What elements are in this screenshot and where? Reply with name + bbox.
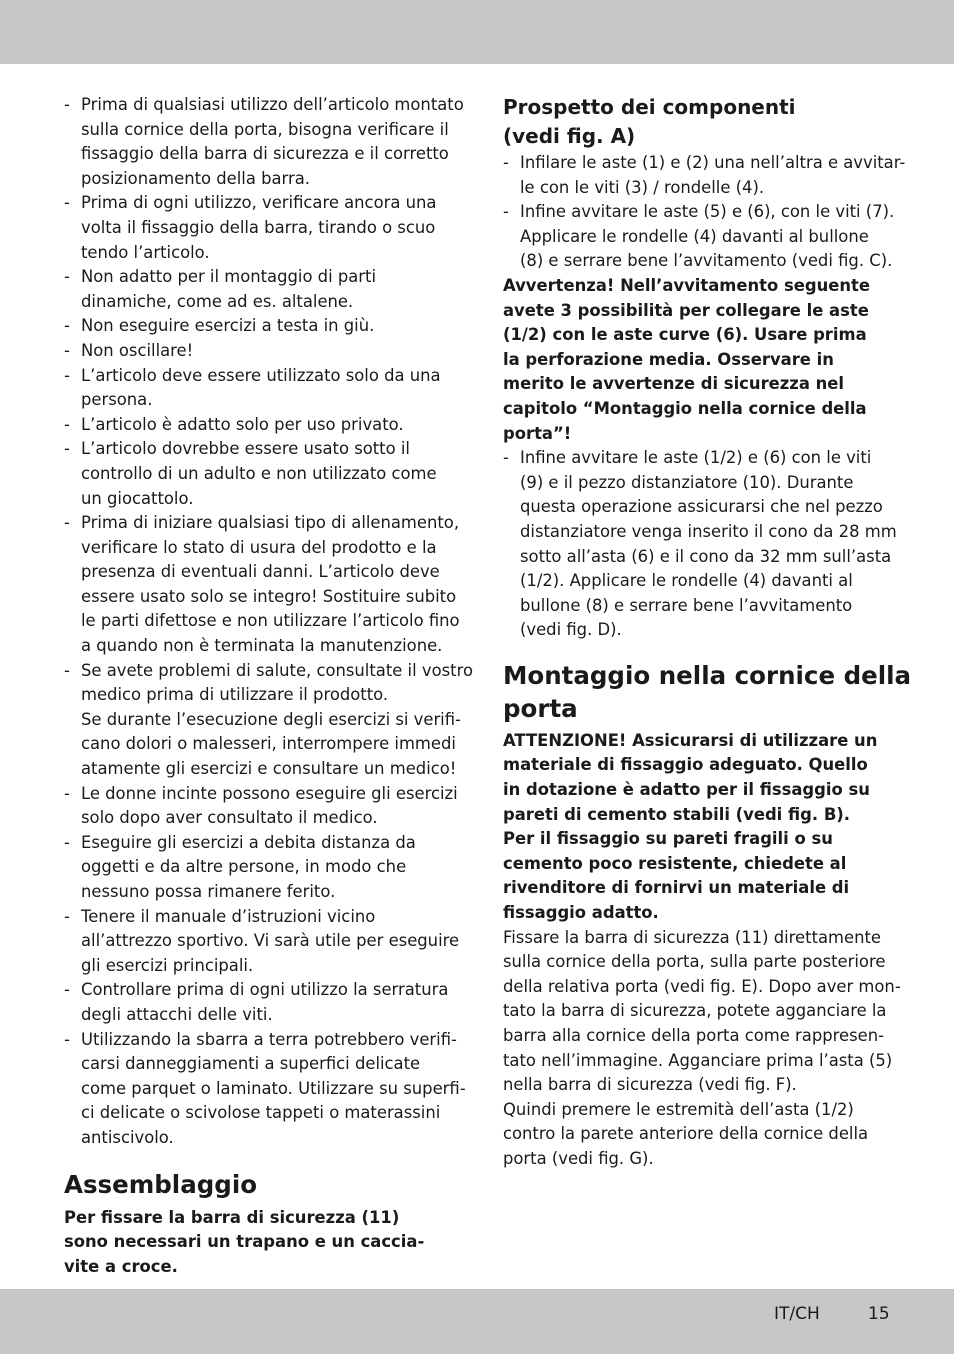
dash-bullet-icon: - xyxy=(64,660,70,680)
list-item-line: Utilizzando la sbarra a terra potrebbero verifi- xyxy=(81,1029,457,1049)
dash-bullet-icon: - xyxy=(64,906,70,926)
text-line: pareti di cemento stabili (vedi fig. B). xyxy=(503,804,851,824)
text-line: vite a croce. xyxy=(64,1256,178,1276)
list-item xyxy=(64,413,456,438)
list-item-line: atamente gli esercizi e consultare un medico! xyxy=(81,759,457,779)
list-item-line: (8) e serrare bene l’avvitamento (vedi fig. C). xyxy=(520,251,893,271)
dash-bullet-icon: - xyxy=(64,95,70,114)
text-line: la perforazione media. Osservare in xyxy=(503,349,834,369)
heading-line: porta xyxy=(503,693,578,723)
list-item-line: ci delicate o scivolose tappeti o materassini xyxy=(81,1103,441,1123)
list-item-line: all’attrezzo sportivo. Vi sarà utile per eseguire xyxy=(81,931,460,951)
list-item-line: volta il fissaggio della barra, tirando o scuo xyxy=(81,217,436,237)
list-item-line: (1/2). Applicare le rondelle (4) davanti al xyxy=(520,571,853,591)
text-line: materiale di fissaggio adeguato. Quello xyxy=(503,755,868,775)
text-line: merito le avvertenze di sicurezza nel xyxy=(503,374,845,394)
list-item-line: bullone (8) e serrare bene l’avvitamento xyxy=(520,595,853,615)
dash-bullet-icon: - xyxy=(64,316,70,336)
list-item xyxy=(64,659,473,782)
list-item-line: Prima di qualsiasi utilizzo dell’articolo montato xyxy=(81,95,464,114)
list-item-line: Infine avvitare le aste (1/2) e (6) con le viti xyxy=(520,448,872,468)
list-item-line: essere usato solo se integro! Sostituire subito xyxy=(81,586,457,606)
list-item-line: L’articolo deve essere utilizzato solo da una xyxy=(81,365,441,385)
components-steps-list-2 xyxy=(503,446,895,643)
attention-paragraph xyxy=(503,729,895,926)
list-item xyxy=(64,265,456,314)
list-item-line: persona. xyxy=(81,390,153,410)
list-item xyxy=(64,782,456,831)
dash-bullet-icon: - xyxy=(64,513,70,533)
list-item-line: (9) e il pezzo distanziatore (10). Durante xyxy=(520,472,854,492)
list-item-line: gli esercizi principali. xyxy=(81,955,254,975)
list-item-line: L’articolo è adatto solo per uso privato. xyxy=(81,414,404,434)
list-item-line: controllo di un adulto e non utilizzato come xyxy=(81,463,437,483)
list-item xyxy=(503,200,895,274)
list-item-line: fissaggio della barra di sicurezza e il corretto xyxy=(81,144,449,164)
list-item-line: Se durante l’esecuzione degli esercizi si verifi- xyxy=(81,709,461,729)
list-item xyxy=(503,151,906,200)
list-item-line: le parti difettose e non utilizzare l’articolo fino xyxy=(81,611,460,631)
text-line: sulla cornice della porta, sulla parte posteriore xyxy=(503,952,886,972)
list-item-line: Controllare prima di ogni utilizzo la serratura xyxy=(81,980,449,1000)
list-item-line: L’articolo dovrebbe essere usato sotto il xyxy=(81,439,410,459)
list-item-line: tendo l’articolo. xyxy=(81,242,210,262)
dash-bullet-icon: - xyxy=(64,365,70,385)
list-item-line: Infilare le aste (1) e (2) una nell’altra e avvitar- xyxy=(520,153,906,172)
list-item-line: distanziatore venga inserito il cono da 28 mm xyxy=(520,521,897,541)
list-item-line: medico prima di utilizzare il prodotto. xyxy=(81,685,389,705)
list-item-line: sulla cornice della porta, bisogna verificare il xyxy=(81,119,449,139)
list-item xyxy=(503,446,895,643)
dash-bullet-icon: - xyxy=(64,832,70,852)
text-line: porta”! xyxy=(503,423,572,443)
dash-bullet-icon: - xyxy=(64,783,70,803)
list-item-line: Applicare le rondelle (4) davanti al bullone xyxy=(520,226,869,246)
heading-line: Prospetto dei componenti xyxy=(503,95,796,119)
list-item-line: presenza di eventuali danni. L’articolo deve xyxy=(81,562,440,582)
list-item xyxy=(64,339,456,364)
list-item-line: sotto all’asta (6) e il cono da 32 mm sull’asta xyxy=(520,546,892,566)
list-item xyxy=(64,905,460,979)
components-steps-list xyxy=(503,151,906,274)
list-item xyxy=(64,437,456,511)
list-item-line: Non eseguire esercizi a testa in giù. xyxy=(81,316,375,336)
list-item-line: posizionamento della barra. xyxy=(81,168,310,188)
list-item-line: un giocattolo. xyxy=(81,488,194,508)
list-item xyxy=(64,314,456,339)
list-item xyxy=(64,364,456,413)
text-line: tato la barra di sicurezza, potete agganciare la xyxy=(503,1001,887,1021)
assembly-note xyxy=(64,1206,456,1280)
list-item xyxy=(64,191,456,265)
left-column xyxy=(64,93,473,1279)
list-item-line: Non oscillare! xyxy=(81,340,194,360)
text-line: in dotazione è adatto per il fissaggio su xyxy=(503,780,870,800)
list-item-line: Tenere il manuale d’istruzioni vicino xyxy=(81,906,376,926)
list-item-line: oggetti e da altre persone, in modo che xyxy=(81,857,407,877)
text-line: tato nell’immagine. Agganciare prima l’asta (5) xyxy=(503,1050,893,1070)
list-item-line: (vedi fig. D). xyxy=(520,620,622,640)
list-item-line: a quando non è terminata la manutenzione. xyxy=(81,636,443,656)
text-line: capitolo “Montaggio nella cornice della xyxy=(503,398,867,418)
list-item xyxy=(64,831,456,905)
text-line: barra alla cornice della porta come rappresen- xyxy=(503,1026,885,1045)
list-item-line: le con le viti (3) / rondelle (4). xyxy=(520,177,765,197)
dash-bullet-icon: - xyxy=(503,153,509,172)
list-item-line: dinamiche, come ad es. altalene. xyxy=(81,291,354,311)
text-line: (1/2) con le aste curve (6). Usare prima xyxy=(503,325,867,345)
text-line: rivenditore di fornirvi un materiale di xyxy=(503,878,850,898)
text-line: contro la parete anteriore della cornice della xyxy=(503,1124,869,1144)
header-band xyxy=(0,0,954,64)
text-line: Fissare la barra di sicurezza (11) direttamente xyxy=(503,927,881,947)
dash-bullet-icon: - xyxy=(64,340,70,360)
safety-list xyxy=(64,93,473,1151)
list-item-line: nessuno possa rimanere ferito. xyxy=(81,882,336,901)
right-column xyxy=(503,93,912,1172)
footer-language: IT/CH xyxy=(774,1304,820,1324)
dash-bullet-icon: - xyxy=(64,980,70,1000)
dash-bullet-icon: - xyxy=(64,193,70,213)
list-item-line: Se avete problemi di salute, consultate il vostro xyxy=(81,660,473,680)
text-line: avete 3 possibilità per collegare le aste xyxy=(503,300,869,320)
list-item-line: Non adatto per il montaggio di parti xyxy=(81,267,377,287)
list-item xyxy=(64,1028,466,1151)
text-line: della relativa porta (vedi fig. E). Dopo aver mon- xyxy=(503,976,901,996)
list-item xyxy=(64,511,460,659)
list-item-line: verificare lo stato di usura del prodotto e la xyxy=(81,537,437,557)
text-line: Per il fissaggio su pareti fragili o su xyxy=(503,829,833,849)
components-heading xyxy=(503,93,895,151)
mount-heading xyxy=(503,659,912,725)
text-line: cemento poco resistente, chiedete al xyxy=(503,853,847,873)
list-item-line: come parquet o laminato. Utilizzare su superfi- xyxy=(81,1078,466,1098)
dash-bullet-icon: - xyxy=(503,448,509,468)
list-item-line: Prima di iniziare qualsiasi tipo di allenamento, xyxy=(81,513,460,533)
list-item-line: degli attacchi delle viti. xyxy=(81,1004,273,1024)
dash-bullet-icon: - xyxy=(64,267,70,287)
heading-line: Montaggio nella cornice della xyxy=(503,660,912,690)
list-item xyxy=(64,978,456,1027)
text-line: Avvertenza! Nell’avvitamento seguente xyxy=(503,275,870,295)
list-item xyxy=(64,93,464,191)
list-item-line: solo dopo aver consultato il medico. xyxy=(81,808,378,828)
page-number: 15 xyxy=(868,1304,890,1324)
list-item-line: Infine avvitare le aste (5) e (6), con le viti (7). xyxy=(520,202,895,222)
text-line: Quindi premere le estremità dell’asta (1/2) xyxy=(503,1099,854,1119)
list-item-line: Eseguire gli esercizi a debita distanza da xyxy=(81,832,416,852)
dash-bullet-icon: - xyxy=(503,202,509,222)
text-line: nella barra di sicurezza (vedi fig. F). xyxy=(503,1075,797,1095)
list-item-line: antiscivolo. xyxy=(81,1127,174,1147)
list-item-line: questa operazione assicurarsi che nel pezzo xyxy=(520,497,883,517)
warning-paragraph xyxy=(503,274,895,446)
text-line: sono necessari un trapano e un caccia- xyxy=(64,1232,425,1252)
list-item-line: Prima di ogni utilizzo, verificare ancora una xyxy=(81,193,437,213)
text-line: Per fissare la barra di sicurezza (11) xyxy=(64,1207,400,1227)
dash-bullet-icon: - xyxy=(64,414,70,434)
text-line: fissaggio adatto. xyxy=(503,903,659,923)
list-item-line: carsi danneggiamenti a superfici delicate xyxy=(81,1054,421,1074)
assembly-heading: Assemblaggio xyxy=(64,1169,258,1199)
list-item-line: cano dolori o malesseri, interrompere immedi xyxy=(81,734,456,754)
list-item-line: Le donne incinte possono eseguire gli esercizi xyxy=(81,783,458,803)
text-line: ATTENZIONE! Assicurarsi di utilizzare un xyxy=(503,730,878,750)
dash-bullet-icon: - xyxy=(64,1029,70,1049)
mount-paragraph xyxy=(503,926,901,1172)
text-line: porta (vedi fig. G). xyxy=(503,1148,654,1168)
heading-line: (vedi fig. A) xyxy=(503,124,636,148)
dash-bullet-icon: - xyxy=(64,439,70,459)
